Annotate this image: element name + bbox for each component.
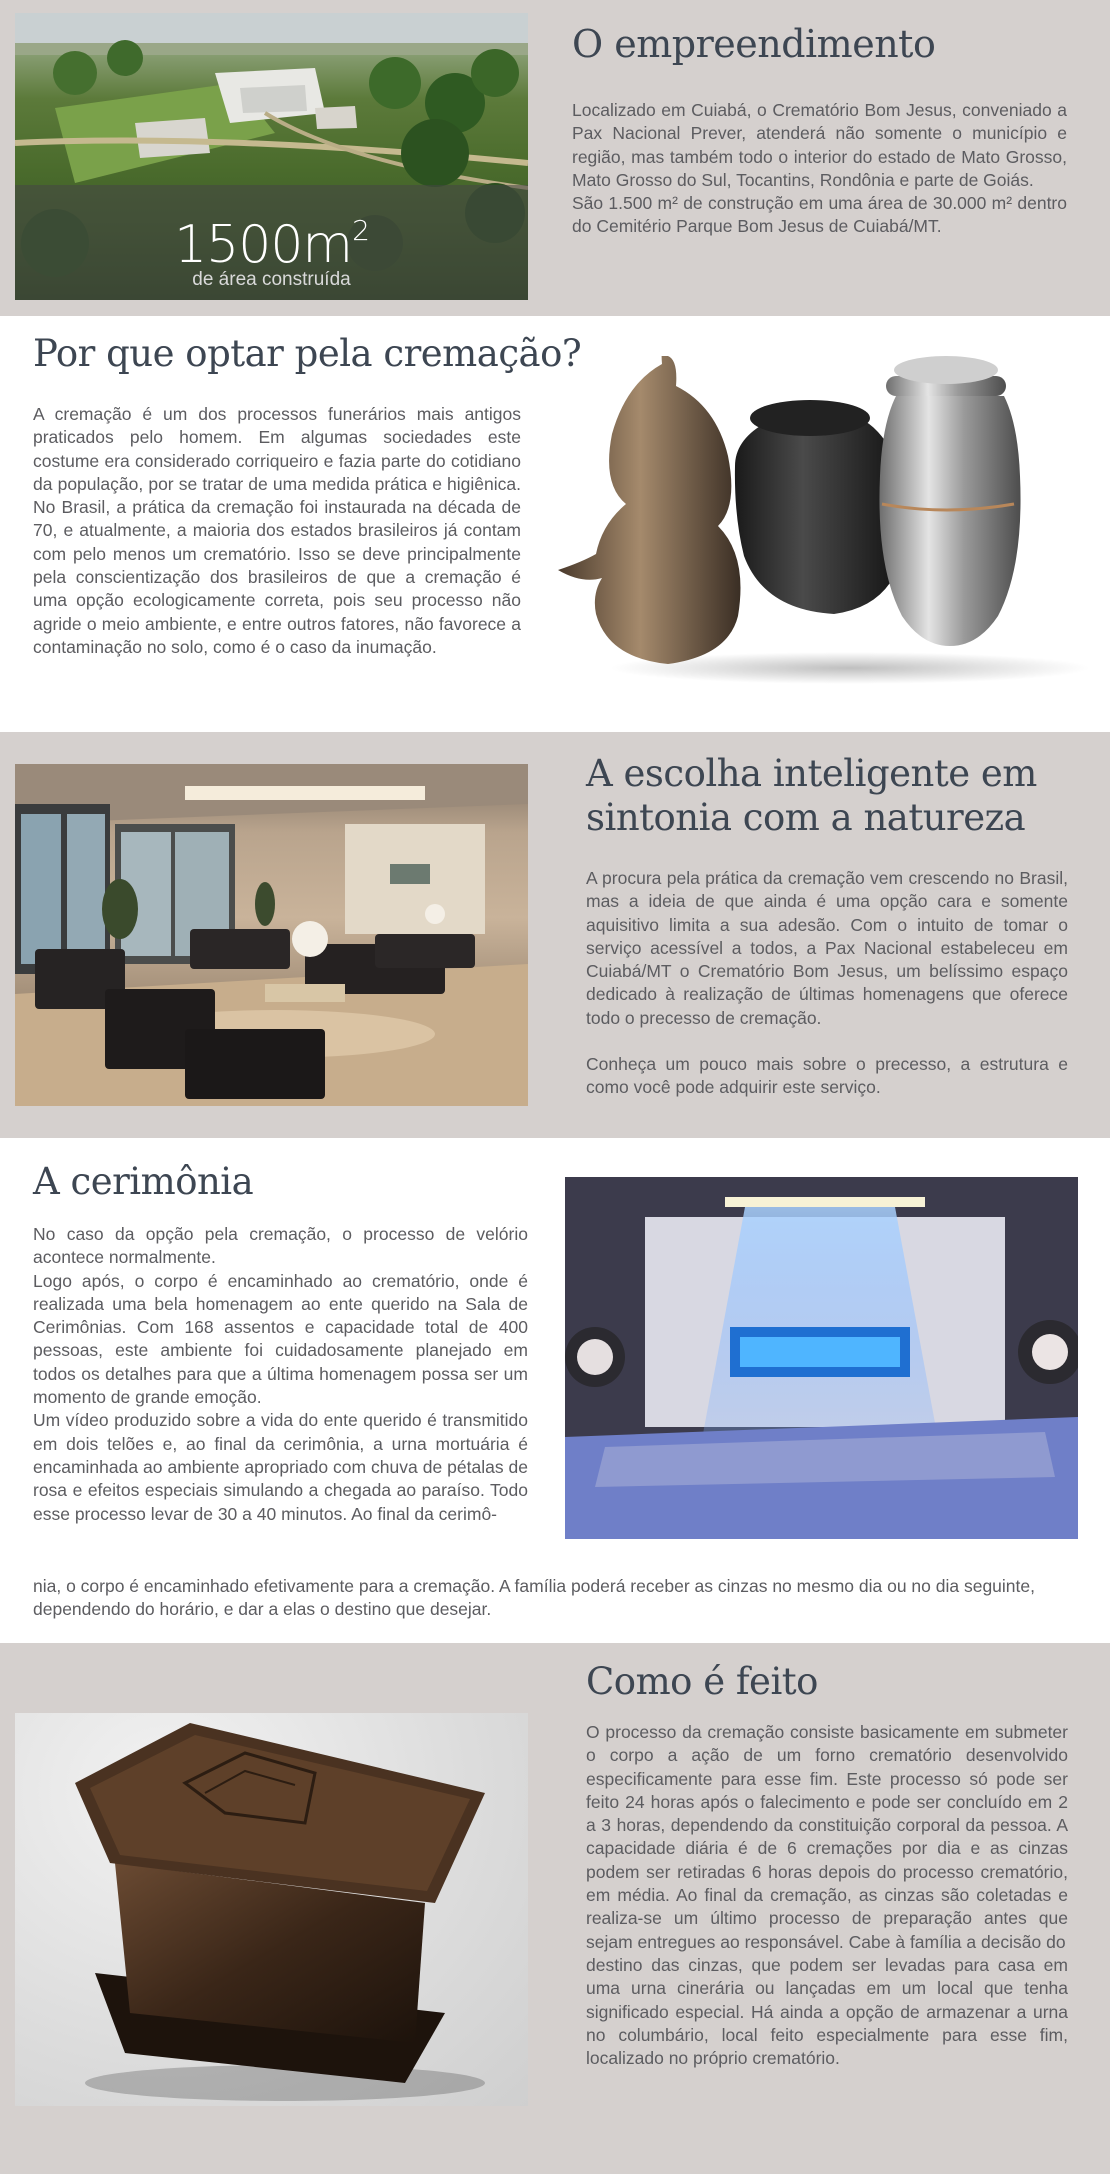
urn-box-illustration	[15, 1713, 528, 2106]
area-stat-sup: 2	[352, 214, 369, 247]
paragraph: A cremação é um dos processos funerários mais antigos praticados pelo homem. Em algumas sociedades este costume era considerado corriqueiro e fazia parte do cotidiano da população, por se tratar de uma medida prática e higiênica. No Brasil, a prática da cremação foi instaurada na década de 70, e atualmente, a maioria dos estados brasileiros já contam com pelo menos um crematório. Isso se deve principalmente pela conscientização dos brasileiros de que a cremação é uma opção ecologicamente correta, pois seu processo não agride o meio ambiente, e entre outros fatores, não favorece a contaminação no solo, como é o caso da inumação.	[33, 404, 521, 657]
section-escolha-inteligente	[0, 732, 1110, 1138]
paragraph: O processo da cremação consiste basicamente em submeter o corpo a ação de um forno crematório desenvolvido especificamente para esse fim. Este processo só pode ser feito 24 horas após o falecimento e pode ser concluído em 2 a 3 horas, dependendo da constituição corporal da pessoa. A capacidade diária é de 6 cremações por dia e as cinzas podem ser retiradas 6 horas depois do processo crematório, em média. Ao final da cremação, as cinzas são coletadas e realiza-se um último processo de preparação antes que sejam entregues ao responsável. Cabe à família a decisão do	[586, 1722, 1068, 1952]
ceremony-illustration	[565, 1177, 1078, 1539]
section-empreendimento	[0, 0, 1110, 316]
section-body-tail	[33, 1575, 1083, 1622]
aerial-photo	[15, 13, 528, 300]
urns-illustration	[550, 356, 1090, 696]
section-title: O empreendimento	[572, 22, 936, 66]
section-body	[33, 1223, 528, 1526]
section-como-e-feito	[0, 1643, 1110, 2174]
section-cerimonia	[0, 1138, 1110, 1643]
section-title	[586, 752, 1037, 840]
title-line: sintonia com a natureza	[586, 796, 1026, 839]
urns-photo	[550, 356, 1090, 696]
paragraph: São 1.500 m² de construção em uma área de 30.000 m² dentro do Cemitério Parque Bom Jesus de Cuiabá/MT.	[572, 193, 1067, 237]
lounge-illustration	[15, 764, 528, 1106]
paragraph: Logo após, o corpo é encaminhado ao crematório, onde é realizada uma bela homenagem ao ente querido na Sala de Cerimônias. Com 168 assentos e capacidade total de 400 pessoas, este ambiente foi cuidadosamente planejado em todos os detalhes para que a última homenagem possa ser um momento de grande emoção.	[33, 1270, 528, 1408]
lounge-photo	[15, 764, 528, 1106]
paragraph: destino das cinzas, que podem ser levadas para casa em uma urna cinerária ou lançadas em um local que tenha significado especial. Há ainda a opção de armazenar a urna no columbário, local feito especialmente para esse fim, localizado no próprio crematório.	[586, 1954, 1068, 2069]
ceremony-hall-photo	[565, 1177, 1078, 1539]
area-stat-value: 1500m	[174, 215, 353, 275]
paragraph: nia, o corpo é encaminhado efetivamente para a cremação. A família poderá receber as cinzas no mesmo dia ou no dia seguinte, dependendo do horário, e dar a elas o destino que desejar.	[33, 1576, 1035, 1620]
section-body	[33, 403, 521, 659]
urn-box-photo	[15, 1713, 528, 2106]
section-body	[572, 99, 1067, 239]
section-body	[586, 1721, 1068, 2070]
paragraph: Localizado em Cuiabá, o Crematório Bom Jesus, conveniado a Pax Nacional Prever, atenderá não somente o município e região, mas também todo o interior do estado de Mato Grosso, Mato Grosso do Sul, Tocantins, Rondônia e parte de Goiás.	[572, 100, 1067, 190]
area-stat	[15, 203, 528, 291]
section-title: Por que optar pela cremação?	[33, 332, 582, 375]
paragraph-spacer	[586, 1030, 1068, 1053]
paragraph: Um vídeo produzido sobre a vida do ente querido é transmitido em dois telões e, ao final da cerimônia, a urna mortuária é encaminhada ao ambiente apropriado com chuva de pétalas de rosa e efeitos especiais simulando a chegada ao paraíso. Todo esse processo levar de 30 a 40 minutos. Ao final da cerimô-	[33, 1410, 528, 1524]
paragraph: No caso da opção pela cremação, o processo de velório acontece normalmente.	[33, 1224, 528, 1268]
paragraph: Conheça um pouco mais sobre o precesso, a estrutura e como você pode adquirir este serviço.	[586, 1054, 1068, 1098]
area-stat-caption: de área construída	[192, 269, 351, 290]
section-title: Como é feito	[586, 1660, 818, 1703]
section-por-que-cremacao	[0, 316, 1110, 732]
title-line: A escolha inteligente em	[586, 752, 1037, 795]
paragraph: A procura pela prática da cremação vem crescendo no Brasil, mas a ideia de que ainda é uma opção cara e somente aquisitivo limita a sua adesão. Com o intuito de tomar o serviço acessível a todos, a Pax Nacional estabeleceu em Cuiabá/MT o Crematório Bom Jesus, um belíssimo espaço dedicado à realização de últimas homenagens que oferece todo o precesso de cremação.	[586, 868, 1068, 1028]
section-body	[586, 867, 1068, 1100]
section-title: A cerimônia	[33, 1160, 254, 1203]
